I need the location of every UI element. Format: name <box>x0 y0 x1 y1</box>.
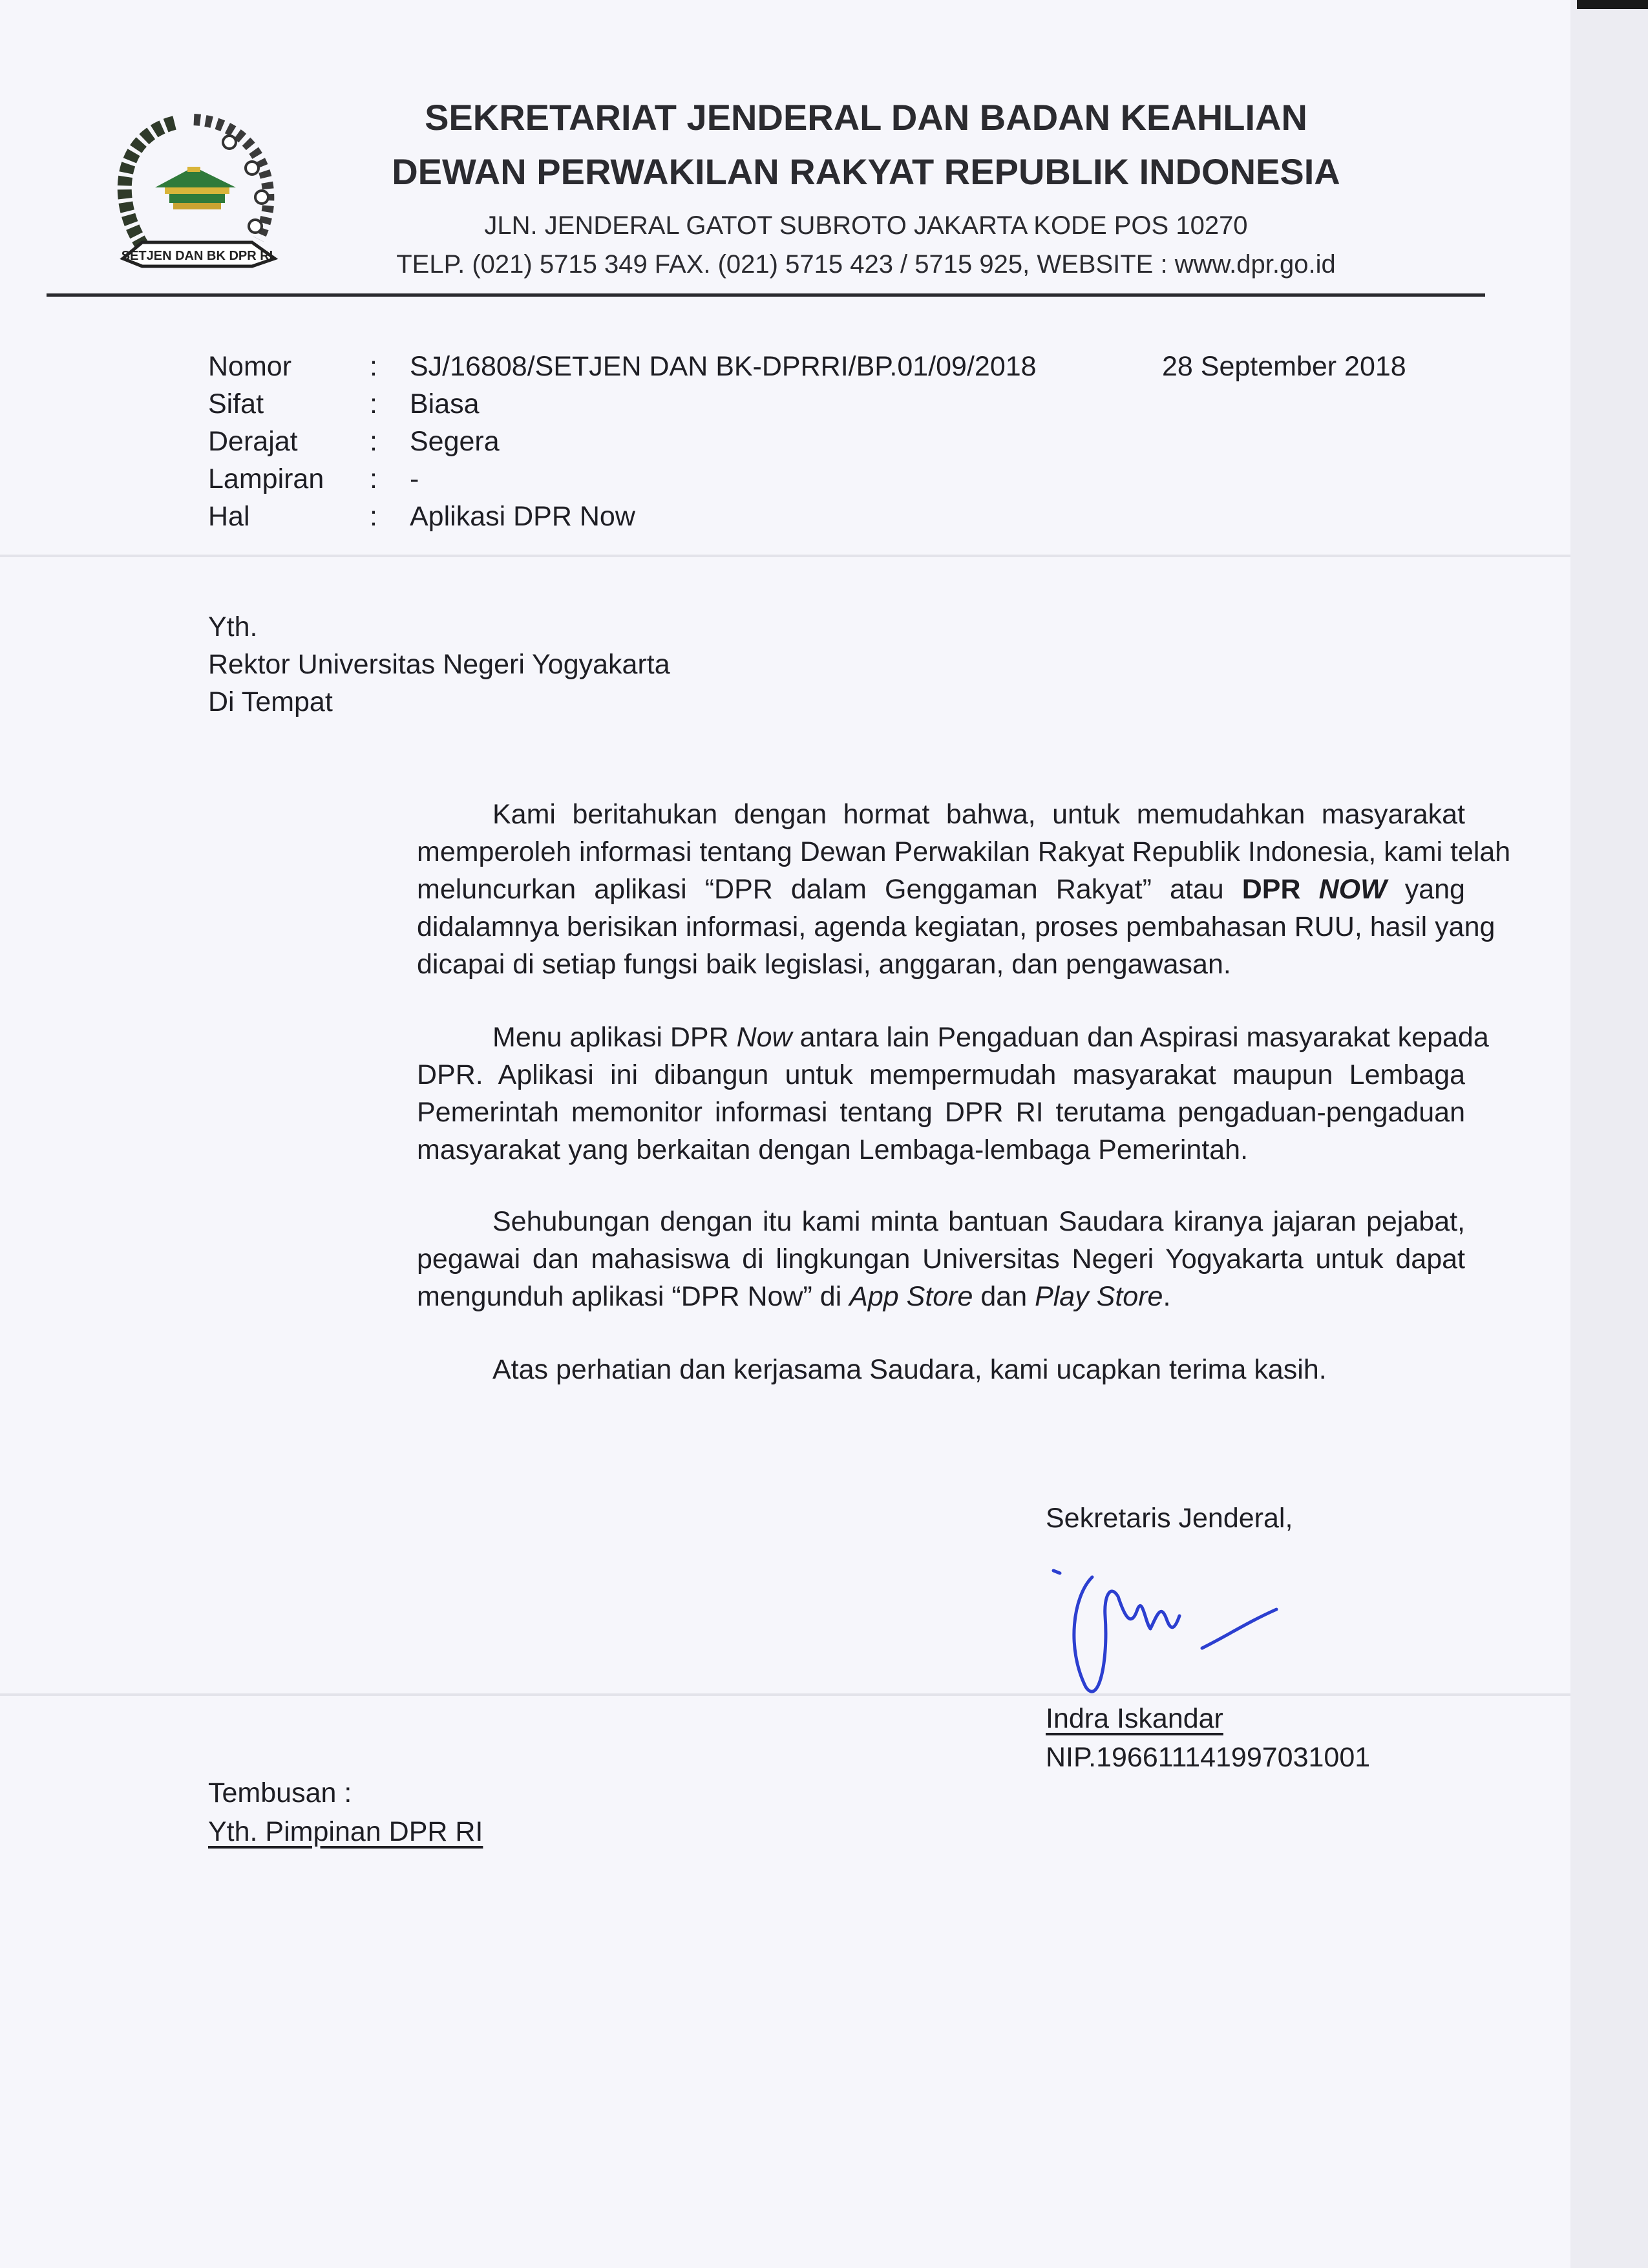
text-run: meluncurkan aplikasi “DPR dalam Genggaman Rakyat” atau <box>417 874 1242 905</box>
meta-label: Sifat <box>208 388 264 419</box>
letterhead-title-line1: SEKRETARIAT JENDERAL DAN BADAN KEAHLIAN <box>425 97 1307 138</box>
text-run: . <box>1163 1281 1171 1312</box>
meta-colon: : <box>370 426 377 457</box>
text-run: mengunduh aplikasi “DPR Now” di <box>417 1281 850 1312</box>
paragraph-3-line <box>417 1278 1465 1315</box>
letter-date: 28 September 2018 <box>1162 351 1406 382</box>
meta-label: Nomor <box>208 351 292 382</box>
paragraph-2-line: Pemerintah memonitor informasi tentang DPR RI terutama pengaduan-pengaduan <box>417 1097 1465 1128</box>
letterhead-divider <box>47 293 1485 297</box>
meta-label: Derajat <box>208 426 298 457</box>
cc-recipient: Yth. Pimpinan DPR RI <box>208 1816 483 1847</box>
scan-corner-mark <box>1577 0 1648 9</box>
paragraph-3-line: pegawai dan mahasiswa di lingkungan Universitas Negeri Yogyakarta untuk dapat <box>417 1244 1465 1275</box>
paragraph-4: Atas perhatian dan kerjasama Saudara, kami ucapkan terima kasih. <box>492 1354 1327 1385</box>
meta-colon: : <box>370 388 377 419</box>
letterhead-contact: TELP. (021) 5715 349 FAX. (021) 5715 423 / 5715 925, WEBSITE : www.dpr.go.id <box>396 250 1336 279</box>
meta-colon: : <box>370 351 377 382</box>
app-name-bold-italic: NOW <box>1318 874 1387 905</box>
meta-value: Segera <box>410 426 500 457</box>
paragraph-2-line <box>492 1019 1489 1056</box>
text-run: dan <box>973 1281 1035 1312</box>
paragraph-1-line: dicapai di setiap fungsi baik legislasi, anggaran, dan pengawasan. <box>417 949 1231 980</box>
meta-label: Hal <box>208 501 250 532</box>
meta-value: Biasa <box>410 388 480 419</box>
paper-fold-line <box>0 555 1570 557</box>
recipient-location: Di Tempat <box>208 686 333 717</box>
meta-value: Aplikasi DPR Now <box>410 501 635 532</box>
signer-nip: NIP.196611141997031001 <box>1046 1742 1371 1773</box>
app-name-bold: DPR <box>1241 874 1301 905</box>
signer-position: Sekretaris Jenderal, <box>1046 1503 1293 1534</box>
text-run: antara lain Pengaduan dan Aspirasi masyarakat kepada <box>792 1022 1489 1053</box>
meta-label: Lampiran <box>208 463 324 494</box>
paragraph-2-line: DPR. Aplikasi ini dibangun untuk mempermudah masyarakat maupun Lembaga <box>417 1059 1465 1090</box>
text-run: yang <box>1386 874 1465 905</box>
letterhead-title-line2: DEWAN PERWAKILAN RAKYAT REPUBLIK INDONESIA <box>392 151 1340 192</box>
paragraph-2-line: masyarakat yang berkaitan dengan Lembaga-lembaga Pemerintah. <box>417 1134 1249 1165</box>
text-italic: Play Store <box>1035 1281 1163 1312</box>
meta-colon: : <box>370 463 377 494</box>
scan-margin <box>1570 0 1648 2268</box>
recipient-name: Rektor Universitas Negeri Yogyakarta <box>208 649 670 680</box>
emblem-ribbon-text: SETJEN DAN BK DPR RI <box>121 249 273 263</box>
meta-colon: : <box>370 501 377 532</box>
text-italic: Now <box>736 1022 792 1053</box>
letterhead-address: JLN. JENDERAL GATOT SUBROTO JAKARTA KODE POS 10270 <box>484 211 1248 240</box>
emblem-icon <box>97 97 297 284</box>
signer-name: Indra Iskandar <box>1046 1703 1223 1734</box>
meta-value: SJ/16808/SETJEN DAN BK-DPRRI/BP.01/09/2018 <box>410 351 1037 382</box>
text-run: Menu aplikasi DPR <box>492 1022 737 1053</box>
paragraph-1-line <box>417 871 1465 908</box>
text-italic: App Store <box>849 1281 973 1312</box>
paragraph-1-line: didalamnya berisikan informasi, agenda kegiatan, proses pembahasan RUU, hasil yang <box>417 911 1495 942</box>
meta-value: - <box>410 463 419 494</box>
recipient-salutation: Yth. <box>208 611 258 642</box>
signature-image <box>1034 1558 1293 1706</box>
paragraph-3-line: Sehubungan dengan itu kami minta bantuan Saudara kiranya jajaran pejabat, <box>492 1206 1465 1237</box>
paragraph-1-line: memperoleh informasi tentang Dewan Perwakilan Rakyat Republik Indonesia, kami telah <box>417 836 1511 867</box>
paper-fold-line <box>0 1693 1570 1696</box>
paragraph-1-line: Kami beritahukan dengan hormat bahwa, untuk memudahkan masyarakat <box>492 799 1465 830</box>
cc-label: Tembusan : <box>208 1777 352 1808</box>
